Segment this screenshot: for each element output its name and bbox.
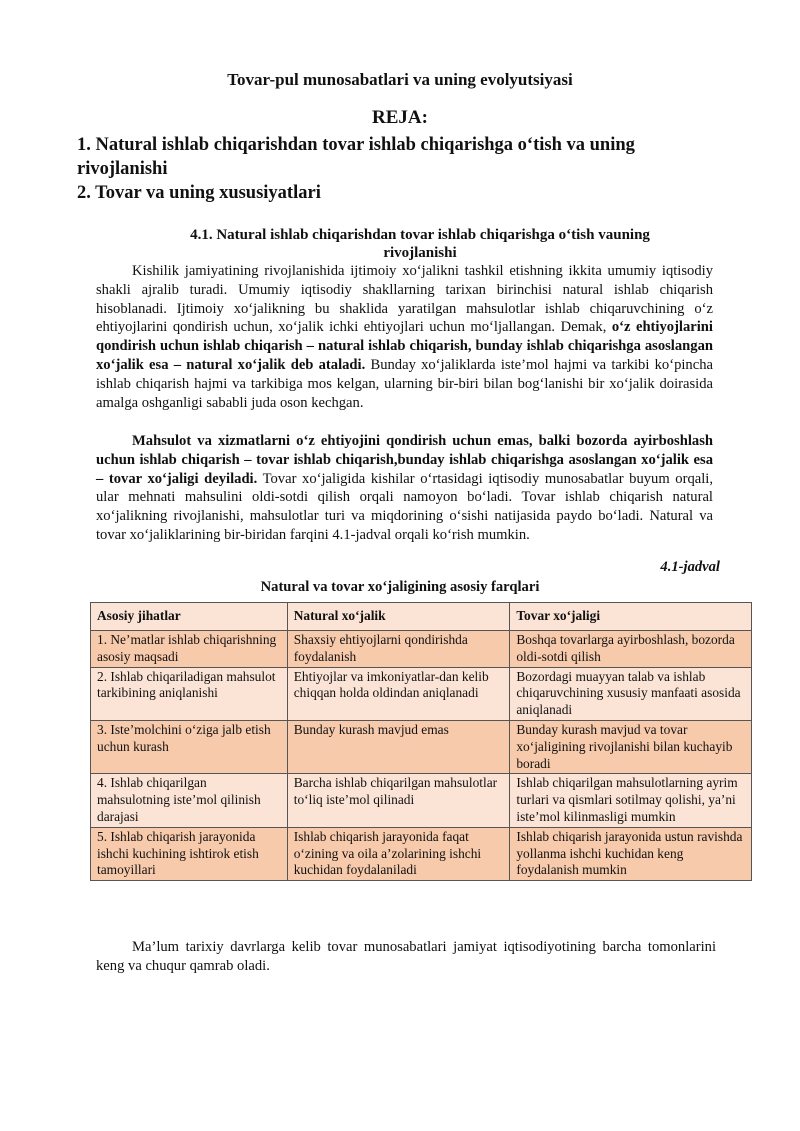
table-cell: Bunday kurash mavjud va tovar xo‘jaligining rivojlanishi bilan kuchayib boradi (510, 720, 752, 773)
paragraph-1-definition: o‘z ehtiyojlarini qondirish uchun ishlab chiqarish – natural ishlab chiqarish, bunday ishlab chiqarishga asoslangan xo‘jalik esa – natural xo‘jalik deb ataladi. (96, 319, 713, 373)
table-header-row (91, 603, 752, 631)
table-row (91, 667, 752, 720)
paragraph-1-text-a: Kishilik jamiyatining rivojlanishida ijtimoiy xo‘jalikni tashkil etishning ikkita umumiy iqtisodiy shakli ajralib turadi. Umumiy iqtisodiy shakllarning tarixan birinchisi natural ishlab chiqarish hisoblanadi. Ijtimoiy xo‘jalikning bu shaklida yaratilgan mahsulotlar ishlab chiqaruvchining o‘z ehtiyojlarini qondirish uchun, xo‘jalik ichki ehtiyojlari uchun mo‘ljallangan. Demak, (96, 263, 713, 336)
table-cell: Ehtiyojlar va imkoniyatlar-dan kelib chiqqan holda oldindan aniqlanadi (287, 667, 510, 720)
paragraph-1 (96, 262, 713, 412)
table-header-cell: Tovar xo‘jaligi (510, 603, 752, 631)
table-cell: 4. Ishlab chiqarilgan mahsulotning iste’mol qilinish darajasi (91, 774, 288, 827)
section-heading: 4.1. Natural ishlab chiqarishdan tovar ishlab chiqarishga o‘tish vauning rivojlanishi (190, 227, 650, 261)
plan-heading: REJA: (372, 107, 428, 128)
table-cell: Ishlab chiqarish jarayonida ustun ravishda yollanma ishchi kuchidan keng foydalanish mumkin (510, 827, 752, 880)
table-cell: Bunday kurash mavjud emas (287, 720, 510, 773)
plan-item-1: 1. Natural ishlab chiqarishdan tovar ishlab chiqarishga o‘tish va uning rivojlanishi (77, 135, 635, 179)
table-cell: 1. Ne’matlar ishlab chiqarishning asosiy maqsadi (91, 631, 288, 668)
table-header-cell: Asosiy jihatlar (91, 603, 288, 631)
paragraph-2 (96, 432, 713, 545)
table-cell: Ishlab chiqarish jarayonida faqat o‘zining va oila a’zolarining ishchi kuchidan foydalaniladi (287, 827, 510, 880)
table-row (91, 774, 752, 827)
table-cell: Boshqa tovarlarga ayirboshlash, bozorda oldi-sotdi qilish (510, 631, 752, 668)
table-row (91, 720, 752, 773)
paragraph-3-text: Ma’lum tarixiy davrlarga kelib tovar munosabatlari jamiyat iqtisodiyotining barcha tomonlarini keng va chuqur qamrab oladi. (96, 939, 716, 974)
plan-list (77, 133, 727, 205)
plan-item-2: 2. Tovar va uning xususiyatlari (77, 183, 321, 203)
table-reference: 4.1-jadval (660, 559, 720, 575)
paragraph-2-definition: Mahsulot va xizmatlarni o‘z ehtiyojini qondirish uchun emas, balki bozorda ayirboshlash uchun ishlab chiqarish – tovar ishlab chiqarish,bunday ishlab chiqarishga asoslangan xo‘jalik esa – tovar xo‘jaligi deyiladi. (96, 433, 713, 487)
paragraph-2-text: Tovar xo‘jaligida kishilar o‘rtasidagi iqtisodiy munosabatlar buyum orqali, ular mehnati mahsulini oldi-sotdi qilish orqali namoyon bo‘ladi. Tovar ishlab chiqarish natural xo‘jalikning rivojlanishi, mahsulotlar turi va miqdorining o‘sishi natijasida paydo bo‘ladi. Natural va tovar xo‘jaliklarining bir-biridan farqini 4.1-jadval orqali ko‘rish mumkin. (96, 470, 713, 543)
paragraph-3 (96, 938, 716, 976)
table-cell: 3. Iste’molchini o‘ziga jalb etish uchun kurash (91, 720, 288, 773)
table-cell: Ishlab chiqarilgan mahsulotlarning ayrim turlari va qismlari sotilmay qolishi, ya’ni iste’mol kilinmasligi mumkin (510, 774, 752, 827)
comparison-table (90, 602, 752, 881)
paragraph-1-text-b: Bunday xo‘jaliklarda iste’mol hajmi va tarkibi ko‘pincha ishlab chiqarish hajmi va tarkibiga mos kelgan, ularning bir-biri bilan bog‘lanishi bir xo‘jalik doirasida amalga oshganligi sababli juda oson kechgan. (96, 356, 713, 411)
table-row (91, 827, 752, 880)
table-caption: Natural va tovar xo‘jaligining asosiy farqlari (260, 579, 540, 595)
table-cell: Barcha ishlab chiqarilgan mahsulotlar to‘liq iste’mol qilinadi (287, 774, 510, 827)
document-title: Tovar-pul munosabatlari va uning evolyutsiyasi (227, 70, 573, 89)
table-header-cell: Natural xo‘jalik (287, 603, 510, 631)
table-cell: 5. Ishlab chiqarish jarayonida ishchi kuchining ishtirok etish tamoyillari (91, 827, 288, 880)
table-cell: Shaxsiy ehtiyojlarni qondirishda foydalanish (287, 631, 510, 668)
table-row (91, 631, 752, 668)
table-cell: 2. Ishlab chiqariladigan mahsulot tarkibining aniqlanishi (91, 667, 288, 720)
table-cell: Bozordagi muayyan talab va ishlab chiqaruvchining xususiy manfaati asosida aniqlanadi (510, 667, 752, 720)
